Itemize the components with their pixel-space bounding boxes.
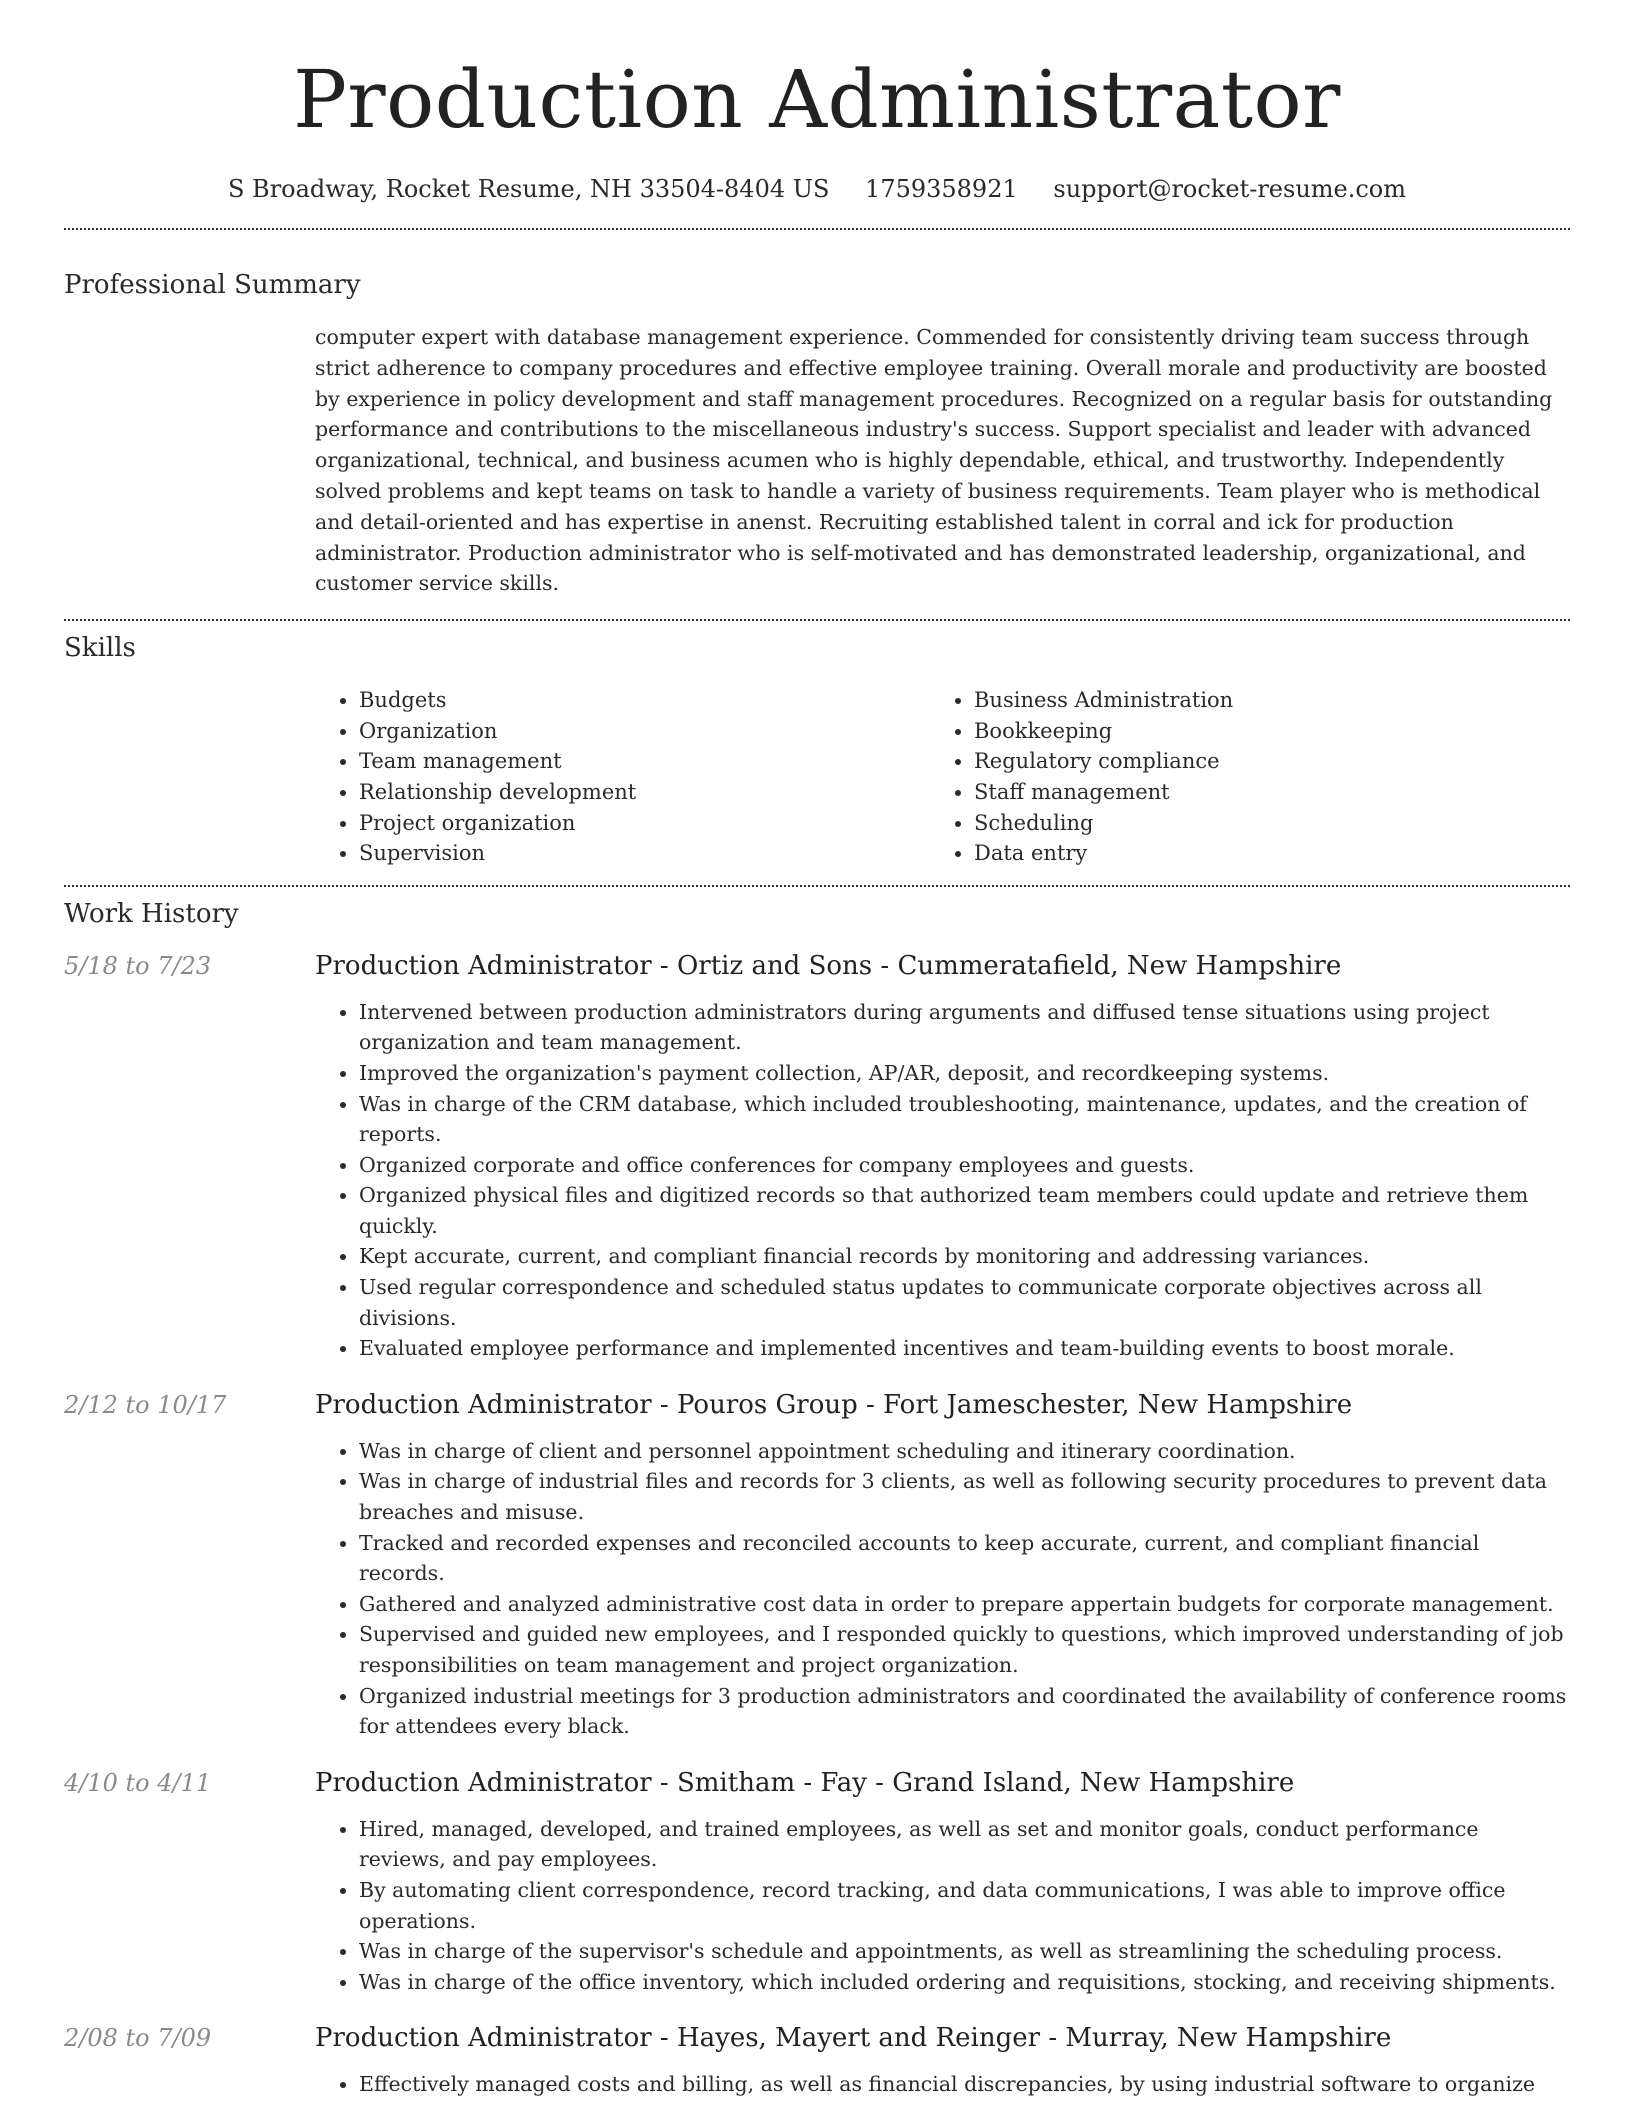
skill-item: • Staff management bbox=[974, 777, 1545, 808]
skill-item: • Project organization bbox=[359, 808, 930, 839]
section-divider bbox=[64, 619, 1570, 621]
job-bullet: • Effectively managed costs and billing, as well as financial discrepancies, by using industrial software to organize bbox=[359, 2069, 1570, 2100]
job-bullet: • Supervised and guided new employees, and I responded quickly to questions, which improved understanding of job responsibilities on team management and project organization. bbox=[359, 1619, 1570, 1680]
job-bullet: • Intervened between production administrators during arguments and diffused tense situations using project organization and team management. bbox=[359, 997, 1570, 1058]
summary-heading: Professional Summary bbox=[64, 270, 361, 300]
job-bullet: • Was in charge of client and personnel appointment scheduling and itinerary coordination. bbox=[359, 1436, 1570, 1467]
skill-item: • Team management bbox=[359, 746, 930, 777]
job-date: 2/12 to 10/17 bbox=[64, 1390, 227, 1419]
job-bullet: • By automating client correspondence, record tracking, and data communications, I was able to improve office operations. bbox=[359, 1875, 1570, 1936]
skill-item: • Scheduling bbox=[974, 808, 1545, 839]
job-bullet-list bbox=[315, 1814, 1570, 1998]
skill-item: • Organization bbox=[359, 716, 930, 747]
job-bullet: • Hired, managed, developed, and trained employees, as well as set and monitor goals, conduct performance reviews, and pay employees. bbox=[359, 1814, 1570, 1875]
job-bullet: • Was in charge of industrial files and records for 3 clients, as well as following security procedures to prevent data breaches and misuse. bbox=[359, 1466, 1570, 1527]
skill-item: • Business Administration bbox=[974, 685, 1545, 716]
job-title: Production Administrator - Pouros Group - Fort Jameschester, New Hampshire bbox=[315, 1389, 1353, 1420]
job-header bbox=[64, 951, 1570, 981]
job-date: 5/18 to 7/23 bbox=[64, 951, 212, 980]
skill-item: • Budgets bbox=[359, 685, 930, 716]
skills-list-left bbox=[315, 685, 930, 869]
job-date: 4/10 to 4/11 bbox=[64, 1768, 212, 1797]
job-bullet-list bbox=[315, 997, 1570, 1364]
job-date: 2/08 to 7/09 bbox=[64, 2024, 212, 2053]
job-entry bbox=[64, 2023, 1570, 2100]
contact-address: S Broadway, Rocket Resume, NH 33504-8404 US bbox=[227, 175, 830, 203]
job-title: Production Administrator - Hayes, Mayert and Reinger - Murray, New Hampshire bbox=[315, 2023, 1392, 2054]
contact-phone: 1759358921 bbox=[865, 175, 1018, 203]
summary-section bbox=[315, 322, 1570, 599]
skill-item: • Bookkeeping bbox=[974, 716, 1545, 747]
work-history-heading: Work History bbox=[64, 898, 239, 929]
job-bullet: • Organized physical files and digitized records so that authorized team members could update and retrieve them quickly. bbox=[359, 1180, 1570, 1241]
job-header bbox=[64, 1390, 1570, 1420]
job-bullet: • Organized corporate and office conferences for company employees and guests. bbox=[359, 1150, 1570, 1181]
job-bullet: • Evaluated employee performance and implemented incentives and team-building events to boost morale. bbox=[359, 1333, 1570, 1364]
job-bullet: • Gathered and analyzed administrative cost data in order to prepare appertain budgets for corporate management. bbox=[359, 1589, 1570, 1620]
job-entry bbox=[64, 951, 1570, 1364]
resume-page bbox=[64, 0, 1570, 2100]
job-bullet: • Was in charge of the office inventory, which included ordering and requisitions, stocking, and receiving shipments. bbox=[359, 1967, 1570, 1998]
job-entry bbox=[64, 1768, 1570, 1998]
skill-item: • Regulatory compliance bbox=[974, 746, 1545, 777]
skill-item: • Data entry bbox=[974, 838, 1545, 869]
skill-item: • Relationship development bbox=[359, 777, 930, 808]
job-bullet: • Tracked and recorded expenses and reconciled accounts to keep accurate, current, and compliant financial records. bbox=[359, 1528, 1570, 1589]
job-bullet-list bbox=[315, 2069, 1570, 2100]
job-bullet: • Was in charge of the CRM database, which included troubleshooting, maintenance, updates, and the creation of reports. bbox=[359, 1089, 1570, 1150]
job-header bbox=[64, 2023, 1570, 2053]
contact-email: support@rocket-resume.com bbox=[1053, 175, 1407, 203]
job-title: Production Administrator - Smitham - Fay - Grand Island, New Hampshire bbox=[315, 1767, 1295, 1798]
job-bullet-list bbox=[315, 1436, 1570, 1742]
job-bullet: • Improved the organization's payment collection, AP/AR, deposit, and recordkeeping systems. bbox=[359, 1058, 1570, 1089]
job-bullet: • Used regular correspondence and scheduled status updates to communicate corporate objectives across all divisions. bbox=[359, 1272, 1570, 1333]
skills-heading: Skills bbox=[64, 633, 136, 664]
section-divider bbox=[64, 885, 1570, 887]
job-bullet: • Organized industrial meetings for 3 production administrators and coordinated the availability of conference rooms for attendees every black. bbox=[359, 1681, 1570, 1742]
skills-section bbox=[315, 685, 1570, 869]
job-bullet: • Kept accurate, current, and compliant financial records by monitoring and addressing variances. bbox=[359, 1241, 1570, 1272]
contact-info bbox=[64, 172, 1570, 206]
job-bullet: • Was in charge of the supervisor's schedule and appointments, as well as streamlining the scheduling process. bbox=[359, 1936, 1570, 1967]
resume-name: Production Administrator bbox=[293, 53, 1341, 146]
skills-list-right bbox=[930, 685, 1545, 869]
section-divider bbox=[64, 228, 1570, 230]
job-title: Production Administrator - Ortiz and Sons - Cummeratafield, New Hampshire bbox=[315, 950, 1342, 981]
summary-text: computer expert with database management experience. Commended for consistently driving team success through strict adherence to company procedures and effective employee training. Overall morale and productivity are boosted by experience in policy development and staff management procedures. Recognized on a regular basis for outstanding performance and contributions to the miscellaneous industry's success. Support specialist and leader with advanced organizational, technical, and business acumen who is highly dependable, ethical, and trustworthy. Independently solved problems and kept teams on task to handle a variety of business requirements. Team player who is methodical and detail-oriented and has expertise in anenst. Recruiting established talent in corral and ick for production administrator. Production administrator who is self-motivated and has demonstrated leadership, organizational, and customer service skills. bbox=[315, 325, 1553, 596]
job-header bbox=[64, 1768, 1570, 1798]
job-entry bbox=[64, 1390, 1570, 1742]
skill-item: • Supervision bbox=[359, 838, 930, 869]
